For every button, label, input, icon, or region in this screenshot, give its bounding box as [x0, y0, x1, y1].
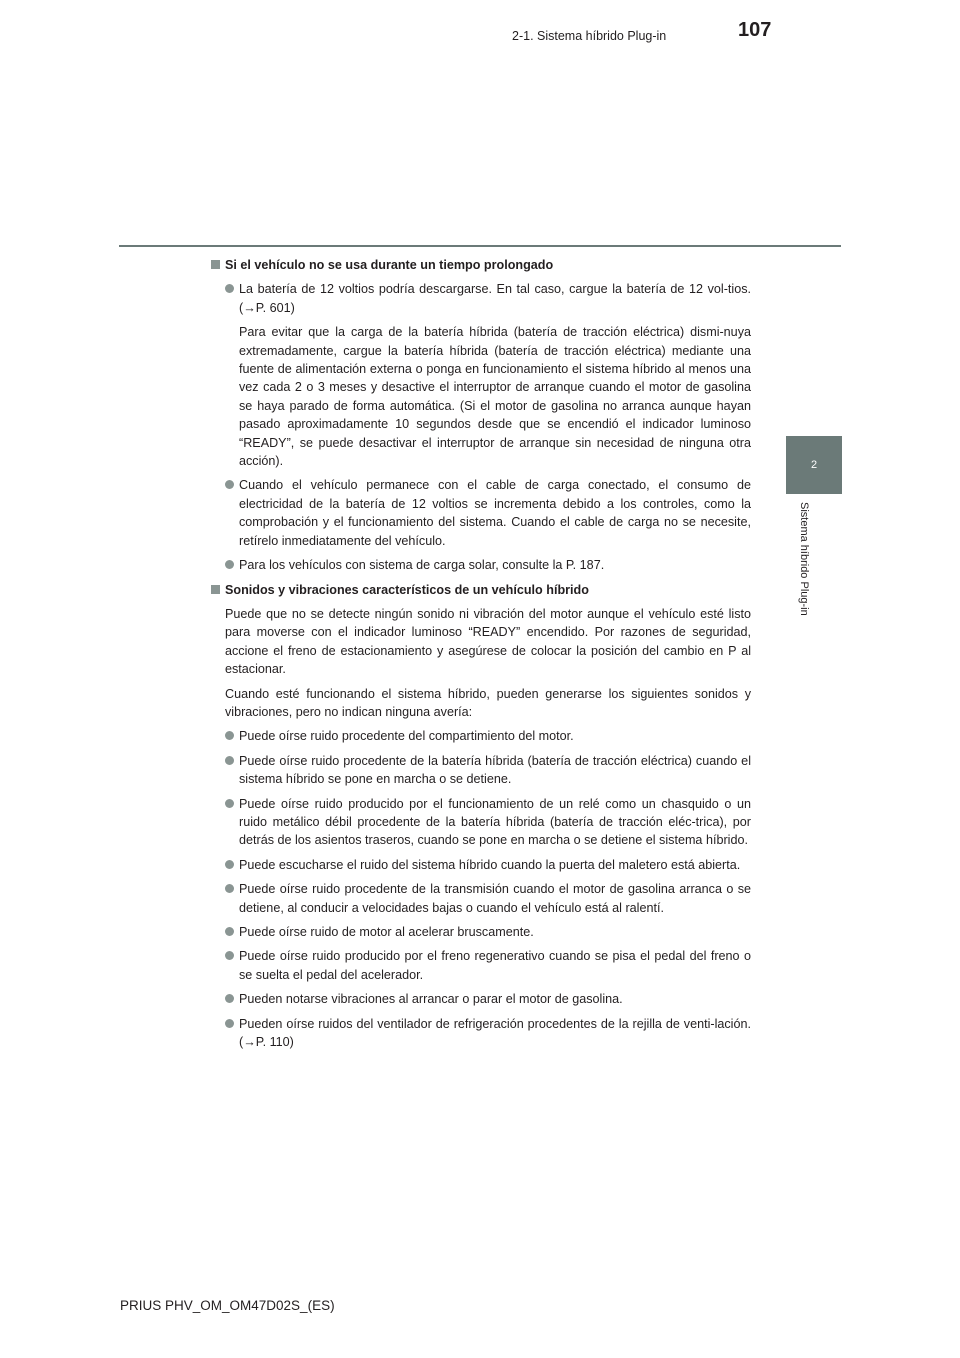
bullet-item: La batería de 12 voltios podría descargarse. En tal caso, cargue la batería de 12 vol-tios. (→P. 601) — [211, 280, 751, 317]
round-bullet-icon — [225, 884, 234, 893]
page-reference: →P. 601) — [243, 300, 295, 315]
section-heading: Sonidos y vibraciones característicos de un vehículo híbrido — [211, 581, 751, 599]
bullet-item: Cuando el vehículo permanece con el cable de carga conectado, el consumo de electricidad de la batería de 12 voltios se incrementa debido a los controles, como la comprobación y el funcionamiento del sistema. Cuando el cable de carga no se necesite, retírelo inmediatamente del vehículo. — [211, 476, 751, 550]
body-paragraph: Cuando esté funcionando el sistema híbrido, pueden generarse los siguientes sonidos y vibraciones, pero no indican ninguna avería: — [225, 686, 751, 719]
chapter-number: 2 — [810, 459, 818, 471]
round-bullet-icon — [225, 994, 234, 1003]
page-content — [211, 256, 751, 1057]
page-number: 107 — [738, 19, 772, 41]
bullet-item: Puede oírse ruido producido por el freno regenerativo cuando se pisa el pedal del freno o se suelta el pedal del acelerador. — [211, 947, 751, 984]
bullet-item: Pueden notarse vibraciones al arrancar o parar el motor de gasolina. — [211, 990, 751, 1008]
round-bullet-icon — [225, 951, 234, 960]
page-reference: →P. 110) — [243, 1035, 294, 1050]
section-heading: Si el vehículo no se usa durante un tiempo prolongado — [211, 256, 751, 274]
round-bullet-icon — [225, 927, 234, 936]
bullet-item: Puede oírse ruido procedente del compartimiento del motor. — [211, 727, 751, 745]
header-divider — [119, 245, 841, 247]
running-header-section: 2-1. Sistema híbrido Plug-in — [512, 29, 667, 43]
document-code-footer: PRIUS PHV_OM_OM47D02S_(ES) — [120, 1298, 335, 1313]
round-bullet-icon — [225, 1019, 234, 1028]
bullet-item: Puede oírse ruido procedente de la batería híbrida (batería de tracción eléctrica) cuando el sistema híbrido se pone en marcha o se detiene. — [211, 752, 751, 789]
body-paragraph: Para evitar que la carga de la batería híbrida (batería de tracción eléctrica) dismi-nuya extremadamente, cargue la batería híbrida (batería de tracción eléctrica) mediante una fuente de alimentación externa o ponga en funcionamiento el sistema híbrido al menos una vez cada 2 o 3 meses y desactive el interruptor de arranque cuando el motor de gasolina se haya parado de forma automática. (Si el motor de gasolina no arranca aunque hayan pasado aproximadamente 10 segundos desde que se encendió el indicador luminoso “READY”, se puede desactivar el interruptor de arranque sin necesidad de ninguna otra acción). — [239, 325, 751, 469]
body-paragraph: Puede que no se detecte ningún sonido ni vibración del motor aunque el vehículo esté listo para moverse con el indicador luminoso “READY” encendido. Por razones de seguridad, accione el freno de estacionamiento y asegúrese de colocar la posición del cambio en P al estacionar. — [225, 606, 751, 677]
chapter-title-vertical: Sistema híbrido Plug-in — [798, 502, 810, 616]
bullet-item: Puede oírse ruido procedente de la transmisión cuando el motor de gasolina arranca o se detiene, al conducir a velocidades bajas o cuando el vehículo está al ralentí. — [211, 880, 751, 917]
round-bullet-icon — [225, 284, 234, 293]
round-bullet-icon — [225, 860, 234, 869]
bullet-item: Para los vehículos con sistema de carga solar, consulte la P. 187. — [211, 556, 751, 574]
square-bullet-icon — [211, 260, 220, 269]
square-bullet-icon — [211, 585, 220, 594]
round-bullet-icon — [225, 799, 234, 808]
section-unused-vehicle — [211, 256, 751, 575]
bullet-item: Puede oírse ruido de motor al acelerar bruscamente. — [211, 923, 751, 941]
bullet-item: Puede oírse ruido producido por el funcionamiento de un relé como un chasquido o un ruido metálico débil procedente de la batería híbrida (batería de tracción eléc-trica), por detrás de los asientos traseros, cuando se pone en marcha o se detiene el sistema híbrido. — [211, 795, 751, 850]
round-bullet-icon — [225, 560, 234, 569]
round-bullet-icon — [225, 756, 234, 765]
round-bullet-icon — [225, 731, 234, 740]
chapter-tab — [786, 436, 842, 494]
round-bullet-icon — [225, 480, 234, 489]
section-sounds-vibrations — [211, 581, 751, 1052]
bullet-item: Pueden oírse ruidos del ventilador de refrigeración procedentes de la rejilla de venti-lación. (→P. 110) — [211, 1015, 751, 1052]
bullet-item: Puede escucharse el ruido del sistema híbrido cuando la puerta del maletero está abierta. — [211, 856, 751, 874]
